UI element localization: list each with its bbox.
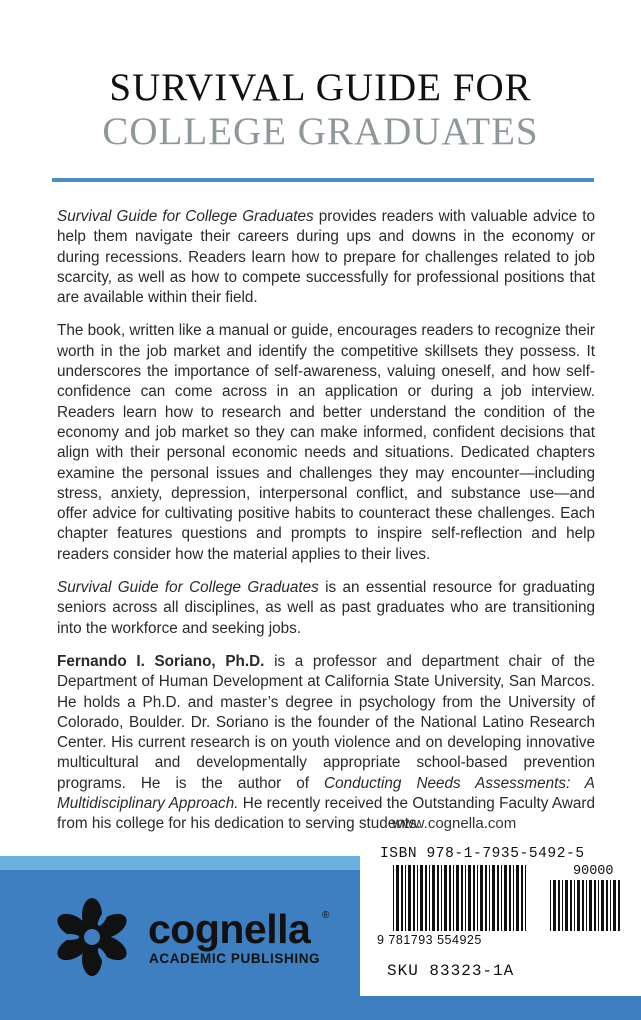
title-divider	[52, 178, 594, 182]
author-book-title: Conducting Needs Assessments: A Multidisciplinary Approach.	[57, 774, 595, 813]
barcode-digits: 9 781793 554925	[377, 933, 482, 947]
barcode-addon-icon	[550, 880, 620, 931]
book-description	[57, 207, 595, 848]
publisher-name: cognella	[148, 906, 311, 952]
price-code: 90000	[573, 864, 614, 879]
publisher-website[interactable]: www.cognella.com	[392, 815, 517, 832]
isbn-text: ISBN 978-1-7935-5492-5	[380, 846, 585, 862]
description-paragraph-2: The book, written like a manual or guide, encourages readers to recognize their worth in the job market and identify the competitive skillsets they possess. It underscores the importance of self-awareness, valuing oneself, and how self-confidence can come across in an application or during a job interview. Readers learn how to research and better understand the condition of the economy and job market so they can make informed, confident decisions that align with their personal economic needs and situations. Dedicated chapters examine the personal issues and challenges they may encounter—including stress, anxiety, depression, interpersonal conflict, and substance use—and offer advice for cultivating positive habits to counteract these challenges. Each chapter features questions and prompts to inspire self-reflection and help readers consider how the material applies to their lives.	[57, 322, 595, 563]
publisher-subtitle: ACADEMIC PUBLISHING	[149, 951, 321, 966]
book-title-italic: Survival Guide for College Graduates	[57, 208, 314, 225]
description-paragraph-3: Survival Guide for College Graduates is an essential resource for graduating seniors across all disciplines, as well as past graduates who are transitioning into the workforce and seeking jobs.	[57, 579, 595, 637]
description-paragraph-1: Survival Guide for College Graduates provides readers with valuable advice to help them navigate their careers during ups and downs in the economy or during recessions. Readers learn how to prepare for challenges related to job scarcity, as well as how to compete successfully for professional positions that are available within their field.	[57, 208, 595, 307]
barcode-icon	[393, 865, 528, 931]
book-title-line1: SURVIVAL GUIDE FOR	[109, 66, 532, 109]
book-title-line2: COLLEGE GRADUATES	[102, 110, 539, 153]
author-name: Fernando I. Soriano, Ph.D.	[57, 652, 265, 670]
book-title-italic: Survival Guide for College Graduates	[57, 579, 319, 597]
author-bio: Fernando I. Soriano, Ph.D. is a professor and department chair of the Department of Human Development at California State University, San Marcos. He holds a Ph.D. and master’s degree in psychology from the University of Colorado, Boulder. Dr. Soriano is the founder of the National Latino Research Center. His current research is on youth violence and on developing innovative multicultural and developmentally appropriate school-based prevention programs. He is the author of Conducting Needs Assessments: A Multidisciplinary Approach. He recently received the Outstanding Faculty Award from his college for his dedication to serving students.	[57, 652, 596, 833]
sku-text: SKU 83323-1A	[387, 962, 515, 980]
registered-mark: ®	[322, 910, 330, 921]
